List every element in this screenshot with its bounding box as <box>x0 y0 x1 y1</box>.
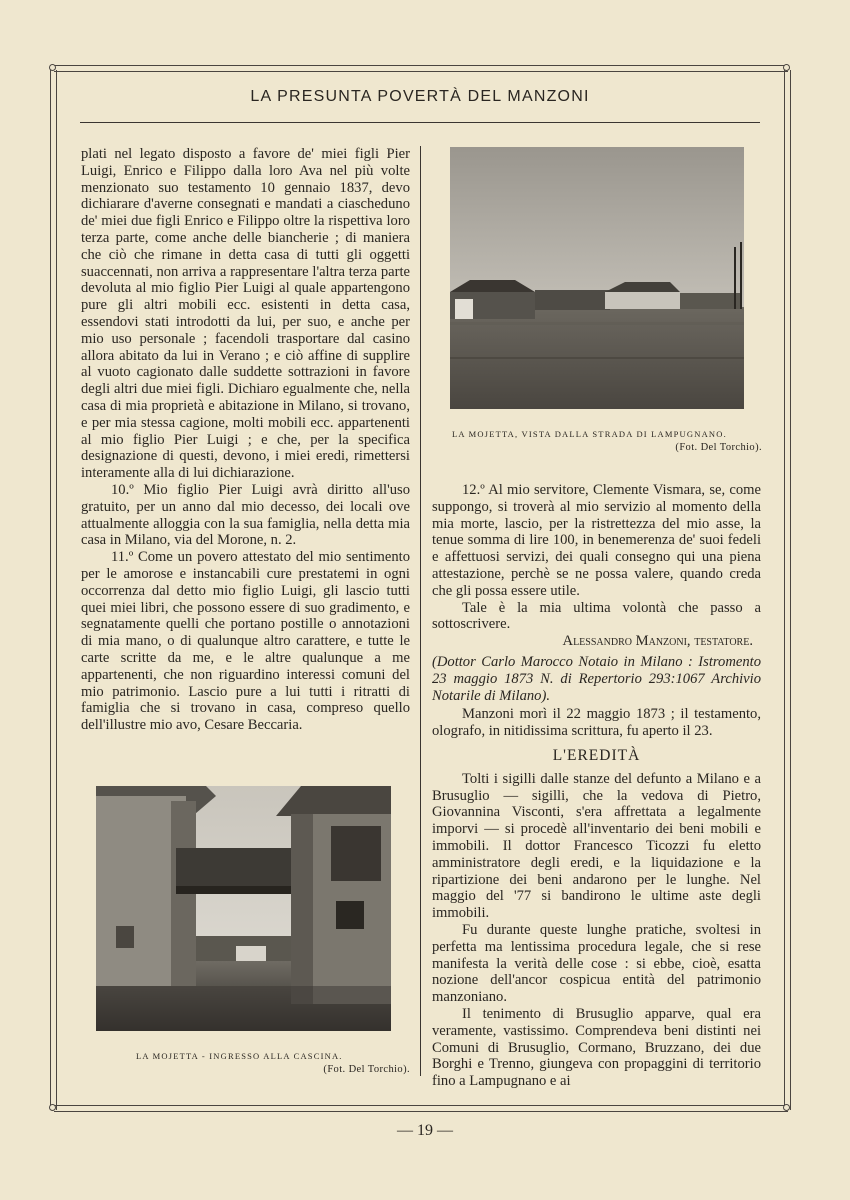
frame-corner-ornament <box>783 1104 790 1111</box>
death-note: Manzoni morì il 22 maggio 1873 ; il testamento, olografo, in nitidissima scrittura, fu aperto il 23. <box>432 706 761 740</box>
frame-corner-ornament <box>49 1104 56 1111</box>
photo-caption-left <box>136 1050 410 1076</box>
paragraph: Fu durante queste lunghe pratiche, svoltesi in perfetta ma lentissima procedura legale, che si rese manifesta la verità delle cose : si ebbe, cioè, esatta nozione dell'ancor cospicua entità del patrimonio manzoniano. <box>432 921 761 1006</box>
right-column-text <box>432 482 761 1090</box>
frame-corner-ornament <box>783 64 790 71</box>
caption-credit: (Fot. Del Torchio). <box>675 442 762 453</box>
paragraph: 10.º Mio figlio Pier Luigi avrà diritto all'uso gratuito, per un anno dal mio decesso, dei locali ove attualmente alloggia con la sua famiglia, nella detta mia casa in Milano, via del Morone, n. 2. <box>81 481 410 549</box>
frame-top-border <box>54 65 788 72</box>
page-number: — 19 — <box>397 1122 453 1139</box>
column-divider <box>420 146 421 1076</box>
paragraph: Il tenimento di Brusuglio apparve, qual era veramente, vastissimo. Comprendeva beni distinti nei Comuni di Brusuglio, Cormano, Bruzzano, dei due Borghi e Trenno, giungeva con propaggini di territorio fino a Lampugnano e ai <box>432 1005 761 1090</box>
paragraph: plati nel legato disposto a favore de' miei figli Pier Luigi, Enrico e Filippo dalla loro Ava nel più volte menzionato suo testamento 10 gennaio 1837, devo dichiarare d'averne consegnati e mandati a ciascheduno de' miei due figli Enrico e Filippo oltre la rispettiva loro terza parte, come anche delle biancherie ; di maniera che ciò che rimane in detta casa di tutti gli oggetti suaccennati, non arriva a rappresentare l'altra terza parte devoluta al mio figlio Pier Luigi al quale appartengono pure gli altri mobili ecc. esistenti in detta casa, essendovi stati introdotti da lui, per suo, e anche per mio uso personale ; facendoli trasportare dal casino allora abitato da lui in Verano ; e ciò affine di supplire al vuoto cagionato dalle suddette sottrazioni in favore degli altri due miei figli. Dichiaro egualmente che, nella casa di mia proprietà e abitazione in Milano, si trovano, e per mia stessa cagione, molti mobili ecc. appartenenti al mio figlio Pier Luigi ; e che, per la specifica designazione di questi, devono, i miei eredi, rimettersi interamente alla di lui dichiarazione. <box>81 146 410 482</box>
frame-bottom-border <box>54 1105 788 1112</box>
section-heading: L'EREDITÀ <box>552 746 641 764</box>
caption-title: LA MOJETTA, VISTA DALLA STRADA DI LAMPUGNANO. <box>452 429 727 439</box>
header-rule <box>80 122 760 123</box>
notary-note: (Dottor Carlo Marocco Notaio in Milano : Istromento 23 maggio 1873 N. di Repertorio 293:1067 Archivio Notarile di Milano). <box>432 653 761 704</box>
frame-right-border <box>784 70 791 1110</box>
frame-corner-ornament <box>49 64 56 71</box>
paragraph: Tale è la mia ultima volontà che passo a sottoscrivere. <box>432 599 761 633</box>
caption-title: LA MOJETTA - INGRESSO ALLA CASCINA. <box>136 1051 343 1061</box>
caption-credit: (Fot. Del Torchio). <box>323 1064 410 1075</box>
paragraph: Tolti i sigilli dalle stanze del defunto a Milano e a Brusuglio — sigilli, che la vedova di Pietro, Giovannina Visconti, s'era affrettata a legalmente imporvi — si procedè all'inventario dei beni mobili e immobili. Il dottor Francesco Ticozzi fu eletto amministratore degli eredi, e la liquidazione e la ripartizione dei beni andarono per le lunghe. Nel maggio del '77 si bandirono le ultime aste degli immobili. <box>432 770 761 922</box>
photo-caption-right <box>452 428 762 454</box>
left-column-text <box>81 146 410 734</box>
photo-mojetta-entrance <box>96 786 391 1031</box>
running-header: LA PRESUNTA POVERTÀ DEL MANZONI <box>250 88 590 105</box>
testator-signature: Alessandro Manzoni, testatore. <box>562 633 753 650</box>
paragraph: 12.º Al mio servitore, Clemente Vismara, se, come suppongo, si troverà al mio servizio al momento della mia morte, lascio, per la ristrettezza del mio asse, la tenue somma di lire 100, in benemerenza de' suoi fedeli e affettuosi servizi, dei quali consegno qui una piena attestazione, perchè se ne possa valere, quando creda che gli possa essere utile. <box>432 482 761 599</box>
photo-mojetta-road-view <box>450 147 744 409</box>
frame-left-border <box>50 70 57 1110</box>
paragraph: 11.º Come un povero attestato del mio sentimento per le amorose e instancabili cure prestatemi in ogni occorrenza dal detto mio figlio Luigi, gli lascio tutti quei miei libri, che possono essere di suo gradimento, e segnatamente quelli che portano postille o annotazioni di mia mano, o di qualunque altro carattere, e tutte le carte scritte da me, e le altre qualunque a me appartenenti, che non riguardino interessi comuni del mio patrimonio. Lascio pure a lui tutti i ritratti di famiglia che si trovano in casa, compreso quello dell'illustre mio avo, Cesare Beccaria. <box>81 549 410 734</box>
